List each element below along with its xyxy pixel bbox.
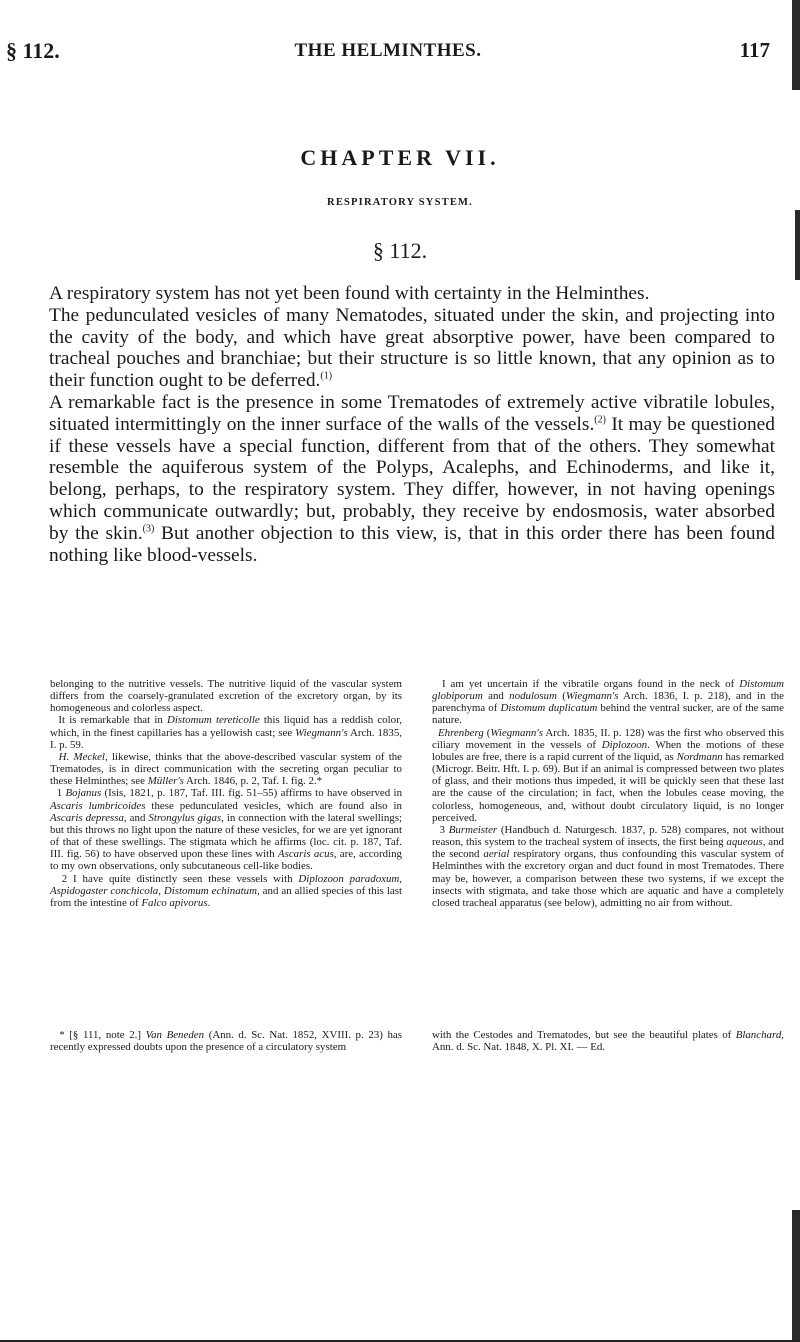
page-edge-mark	[792, 0, 800, 90]
note-paragraph: belonging to the nutritive vessels. The nutritive liquid of the vascular system differs from the coarsely-granulated excretion of the excretory organ, by its homogeneous and colorless aspect.	[50, 678, 402, 715]
footnote-right-column: with the Cestodes and Trematodes, but see the beautiful plates of Blanchard, Ann. d. Sc. Nat. 1848, X. Pl. XI. — Ed.	[432, 1029, 784, 1054]
footnote-ref: (2)	[594, 414, 606, 426]
editor-footnote	[46, 1029, 786, 1089]
notes-left-column	[50, 678, 402, 909]
note-paragraph: 2 I have quite distinctly seen these vessels with Diplozoon paradoxum, Aspidogaster conchicola, Distomum echinatum, and an allied species of this last from the intestine of Falco apivorus.	[50, 872, 403, 909]
notes-right-column	[432, 678, 784, 909]
page-number: 117	[739, 38, 770, 62]
footnote-left-column: * [§ 111, note 2.] Van Beneden (Ann. d. Sc. Nat. 1852, XVIII. p. 23) has recently expressed doubts upon the presence of a circulatory system	[50, 1029, 402, 1054]
section-number: § 112.	[372, 238, 428, 263]
page-edge-mark	[795, 210, 800, 280]
notes-section	[46, 678, 786, 1218]
running-head	[6, 38, 770, 64]
running-head-section: § 112.	[6, 38, 60, 63]
body-paragraph-3: A remarkable fact is the presence in some Trematodes of extremely active vibratile lobules, situated intermittingly on the inner surface of the walls of the vessels.$^{(2)}$ It may be questioned if these vessels have a special function, different from that of the others. They somewhat resemble the aquiferous system of the Polyps, Acalephs, and Echinoderms, and like it, belong, perhaps, to the respiratory system. They differ, however, in not having openings which communicate outwardly; but, probably, they receive by endosmosis, water absorbed by the skin.$^{(3)}$ But another objection to this view, is, that in this order there has been found nothing like blood-vessels.	[49, 391, 775, 566]
note-paragraph: 3 Burmeister (Handbuch d. Naturgesch. 1837, p. 528) compares, not without reason, this system to the tracheal system of insects, the first being aqueous, and the second aerial respiratory organs, thus confounding this vascular system of Helminthes with the excretory organ and duct found in most Trematodes. There may be, however, a comparison between these two systems, if we except the insects with stigmata, and take those which are aquatic and have a completely closed tracheal apparatus (see below), admitting no air from without.	[432, 823, 785, 909]
page-edge-mark	[792, 1210, 800, 1342]
running-head-title: THE HELMINTHES.	[294, 40, 482, 61]
chapter-title: CHAPTER VII.	[300, 145, 500, 170]
body-paragraph-1: A respiratory system has not yet been found with certainty in the Helminthes.	[49, 283, 650, 304]
section-heading: RESPIRATORY SYSTEM.	[327, 197, 473, 208]
body-paragraph-2: The pedunculated vesicles of many Nematodes, situated under the skin, and projecting into the cavity of the body, and which have great absorptive power, have been compared to tracheal pouches and branchiae; but their structure is so little known, that any opinion as to their function ought to be deferred.$^{(1)}$	[49, 304, 775, 392]
main-body-text	[49, 283, 775, 566]
note-paragraph: It is remarkable that in Distomum tereticolle this liquid has a reddish color, which, in the finest capillaries has a yellowish cast; see Wiegmann's Arch. 1835, I. p. 59.	[50, 714, 402, 751]
note-paragraph: Ehrenberg (Wiegmann's Arch. 1835, II. p. 128) was the first who observed this ciliary movement in the vessels of Diplozoon. When the motions of these lobules are free, there is a rapid current of the liquid, as Nordmann has remarked (Microgr. Beitr. Hft. I. p. 69). But if an animal is compressed between two plates of glass, and their motions thus impeded, it will be quickly seen that these last are the cause of the circulation; in fact, when the lobules cease moving, the colorless, homogeneous, and, without doubt circulatory liquid, is no longer perceived.	[432, 726, 785, 824]
note-paragraph: H. Meckel, likewise, thinks that the above-described vascular system of the Trematodes, is in direct communication with the secreting organ peculiar to these Helminthes; see Müller's Arch. 1846, p. 2, Taf. I. fig. 2.*	[50, 750, 403, 788]
footnote-ref: (1)	[320, 370, 333, 382]
note-paragraph: I am yet uncertain if the vibratile organs found in the neck of Distomum globiporum and nodulosum (Wiegmann's Arch. 1836, I. p. 218), and in the parenchyma of Distomum duplicatum behind the ventral sucker, are of the same nature.	[432, 678, 785, 727]
footnote-ref: (3)	[142, 523, 155, 535]
note-paragraph: 1 Bojanus (Isis, 1821, p. 187, Taf. III. fig. 51–55) affirms to have observed in Ascaris lumbricoides these pedunculated vesicles, which are found also in Ascaris depressa, and Strongylus gigas, in connection with the lateral swellings; but this throws no light upon the nature of these vesicles, for we are yet ignorant of that of these swellings. The stigmata which he affirms (loc. cit. p. 187, Taf. III. fig. 56) to have observed upon these lines with Ascaris acus, are, according to my own observations, only subcutaneous cell-like bodies.	[50, 787, 403, 873]
